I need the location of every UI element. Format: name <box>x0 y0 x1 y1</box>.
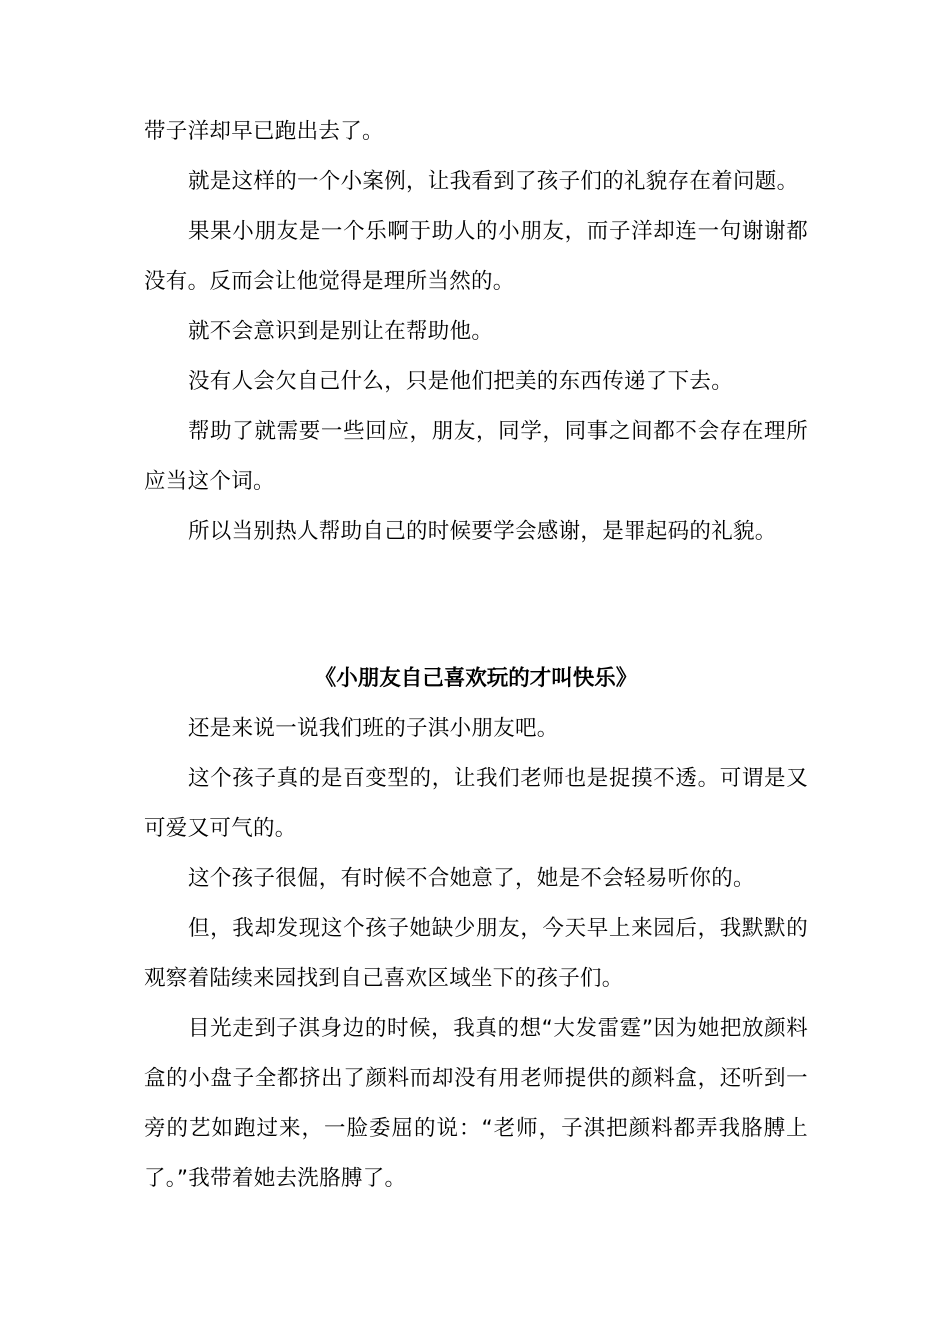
paragraph: 果果小朋友是一个乐啊于助人的小朋友，而子洋却连一句谢谢都没有。反而会让他觉得是理所当然的。 <box>144 219 808 294</box>
section-title: 《小朋友自己喜欢玩的才叫快乐》 <box>314 666 638 691</box>
paragraph: 就是这样的一个小案例，让我看到了孩子们的礼貌存在着问题。 <box>188 169 799 194</box>
paragraph: 就不会意识到是别让在帮助他。 <box>188 319 494 344</box>
paragraph: 还是来说一说我们班的子淇小朋友吧。 <box>188 716 559 741</box>
paragraph: 这个孩子真的是百变型的，让我们老师也是捉摸不透。可谓是又可爱又可气的。 <box>144 766 808 841</box>
paragraph: 这个孩子很倔，有时候不合她意了，她是不会轻易听你的。 <box>188 866 755 891</box>
paragraph: 但，我却发现这个孩子她缺少朋友，今天早上来园后，我默默的观察着陆续来园找到自己喜欢区域坐下的孩子们。 <box>144 916 808 991</box>
paragraph: 所以当别热人帮助自己的时候要学会感谢，是罪起码的礼貌。 <box>188 519 777 544</box>
paragraph-continuation: 带子洋却早已跑出去了。 <box>144 119 384 144</box>
paragraph: 帮助了就需要一些回应，朋友，同学，同事之间都不会存在理所应当这个词。 <box>144 419 808 494</box>
paragraph: 没有人会欠自己什么，只是他们把美的东西传递了下去。 <box>188 369 734 394</box>
paragraph: 目光走到子淇身边的时候，我真的想“大发雷霆”因为她把放颜料盒的小盘子全都挤出了颜料而却没有用老师提供的颜料盒，还听到一旁的艺如跑过来，一脸委屈的说：“老师，子淇把颜料都弄我胳膊上了。”我带着她去洗胳膊了。 <box>144 1016 808 1191</box>
